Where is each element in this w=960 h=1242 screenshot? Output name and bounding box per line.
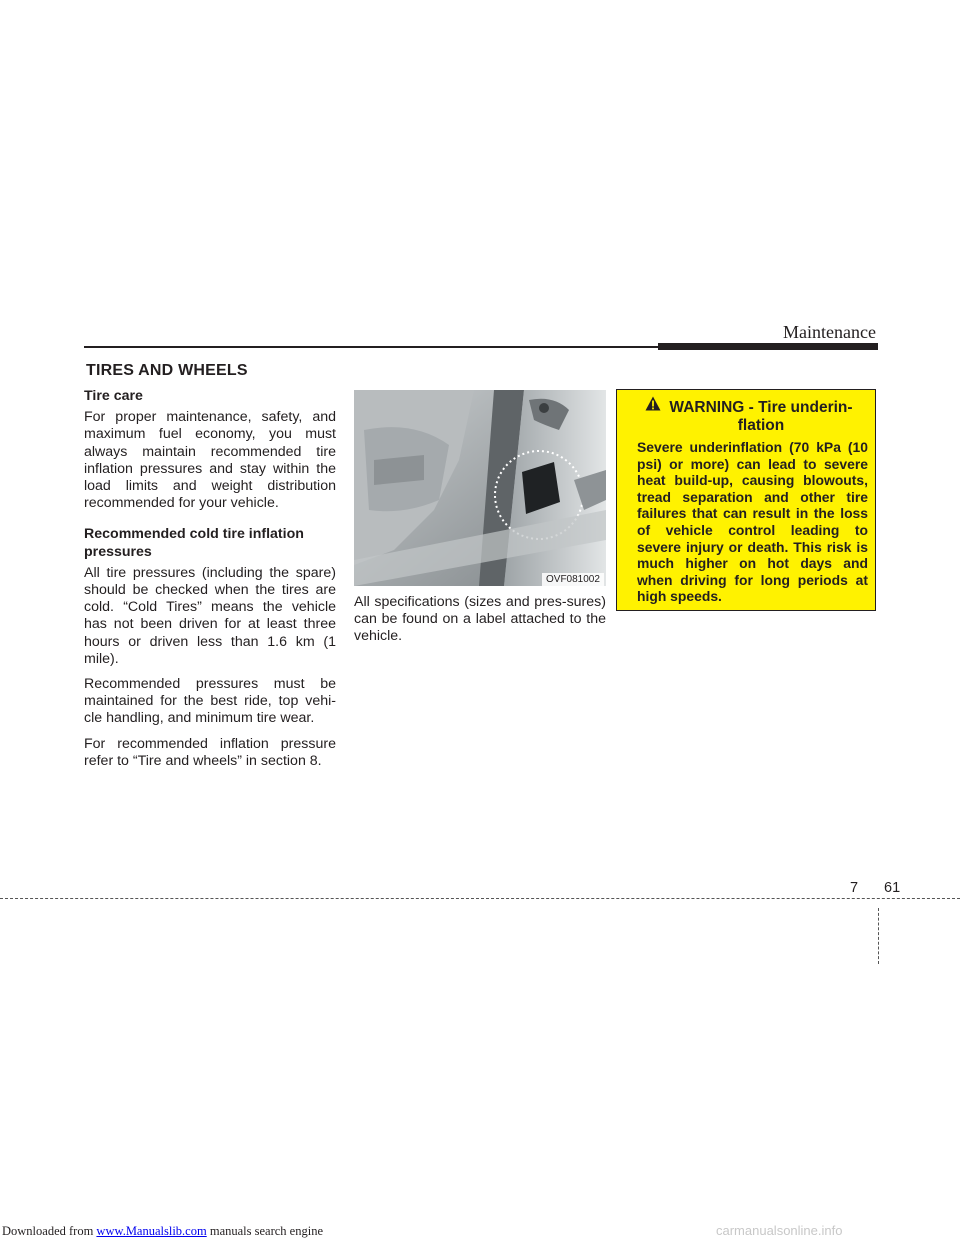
tire-care-heading: Tire care: [84, 388, 143, 404]
page-number: 61: [884, 880, 901, 896]
download-suffix: manuals search engine: [206, 1224, 323, 1238]
label-location-paragraph: All specifications (sizes and pres-sures) can be found on a label attached to the vehicle.: [354, 594, 606, 645]
door-label-photo: [354, 390, 606, 586]
warning-text: Severe underinflation (70 kPa (10 psi) or more) can lead to severe heat build-up, causing blowouts, tread separation and other tire failures that can result in the loss of vehicle control leading to severe injury or death. This risk is much higher on hot days and when driving for long periods at high speeds.: [637, 439, 868, 605]
header-bar: [658, 343, 878, 350]
left-column: [84, 388, 336, 778]
cold-pressure-heading: Recommended cold tire inflation pressures: [84, 526, 304, 560]
cold-pressure-paragraph: All tire pressures (including the spare) should be checked when the tires are cold. “Cold Tires” means the vehicle has not been driven for at least three hours or driven less than 1.6 km (1 mile).: [84, 564, 336, 667]
download-credit: [2, 1224, 323, 1239]
page-heading: TIRES AND WHEELS: [86, 362, 248, 379]
page-number-divider: [878, 908, 879, 964]
watermark: carmanualsonline.info: [716, 1223, 843, 1238]
middle-column: [354, 594, 606, 654]
footer-rule: [0, 898, 960, 899]
header-rule: [84, 346, 660, 348]
download-prefix: Downloaded from: [2, 1224, 94, 1238]
chapter-number: 7: [850, 880, 859, 896]
warning-title: [617, 399, 875, 435]
photo-code: OVF081002: [542, 573, 604, 586]
recommended-pressure-paragraph: Recommended pressures must be maintained for the best ride, top vehi-cle handling, and minimum tire wear.: [84, 676, 336, 727]
section-title: Maintenance: [783, 322, 876, 342]
warning-title-text: WARNING - Tire underin-flation: [669, 399, 853, 434]
door-jamb-illustration: [354, 390, 606, 586]
manualslib-link[interactable]: www.Manualslib.com: [96, 1224, 207, 1238]
inflation-reference-paragraph: For recommended inflation pressure refer to “Tire and wheels” in section 8.: [84, 735, 336, 769]
warning-box: [616, 389, 876, 611]
tire-care-paragraph: For proper maintenance, safety, and maximum fuel economy, you must always maintain recommended tire inflation pressures and stay within the load limits and weight distribution recommended for your vehicle.: [84, 409, 336, 512]
